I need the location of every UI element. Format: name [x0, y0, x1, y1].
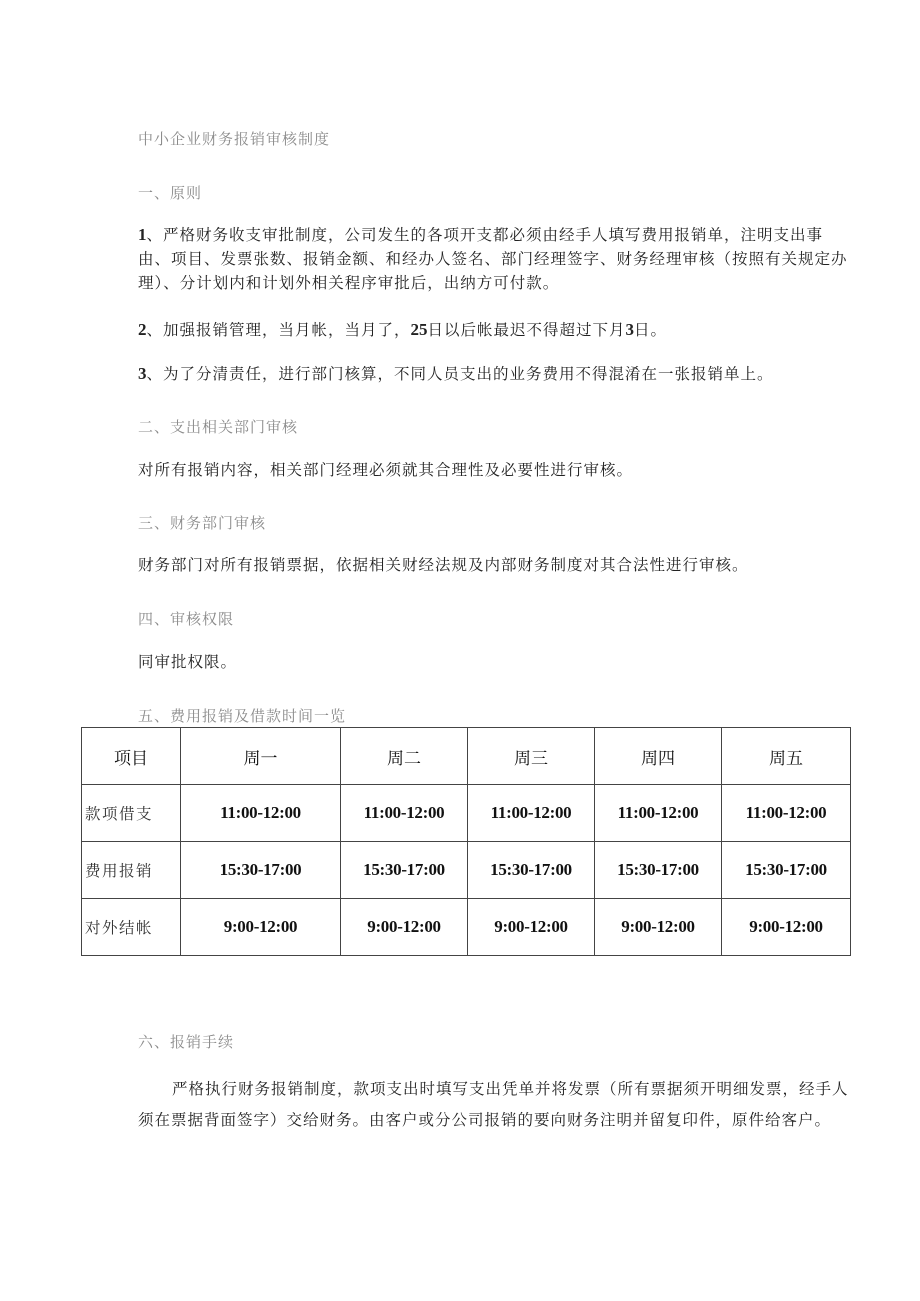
item-text: 、严格财务收支审批制度，公司发生的各项开支都必须由经手人填写费用报销单，注明支出事由、项目、发票张数、报销金额、和经办人签名、部门经理签字、财务经理审核（按照有关规定办理）、分计划内和计划外相关程序审批后，出纳方可付款。 [138, 226, 848, 292]
header-wednesday: 周三 [468, 728, 595, 785]
time-cell: 15:30-17:00 [341, 842, 468, 899]
time-cell: 9:00-12:00 [341, 899, 468, 956]
time-cell: 9:00-12:00 [595, 899, 722, 956]
section-1-heading: 一、原则 [138, 184, 203, 202]
item-number: 2 [138, 320, 147, 339]
header-thursday: 周四 [595, 728, 722, 785]
item-number: 3 [138, 364, 147, 383]
row-label: 款项借支 [82, 785, 181, 842]
section-2-text: 对所有报销内容，相关部门经理必须就其合理性及必要性进行审核。 [138, 461, 634, 479]
row-label: 费用报销 [82, 842, 181, 899]
section-4-text: 同审批权限。 [138, 653, 238, 671]
item-text-c: 日。 [634, 321, 668, 339]
schedule-table [81, 727, 851, 956]
time-cell: 15:30-17:00 [595, 842, 722, 899]
time-cell: 11:00-12:00 [595, 785, 722, 842]
table-row [82, 842, 851, 899]
time-cell: 11:00-12:00 [181, 785, 341, 842]
header-tuesday: 周二 [341, 728, 468, 785]
time-cell: 9:00-12:00 [722, 899, 851, 956]
header-monday: 周一 [181, 728, 341, 785]
table-row [82, 899, 851, 956]
header-friday: 周五 [722, 728, 851, 785]
section-2-heading: 二、支出相关部门审核 [138, 418, 299, 436]
time-cell: 11:00-12:00 [341, 785, 468, 842]
section-4-heading: 四、审核权限 [138, 610, 235, 628]
table-header-row [82, 728, 851, 785]
item-text-b: 日以后帐最迟不得超过下月 [427, 321, 626, 339]
section-6-text: 严格执行财务报销制度，款项支出时填写支出凭单并将发票（所有票据须开明细发票，经手人须在票据背面签字）交给财务。由客户或分公司报销的要向财务注明并留复印件，原件给客户。 [138, 1080, 849, 1129]
principle-item-3 [138, 362, 854, 386]
time-cell: 15:30-17:00 [181, 842, 341, 899]
section-5-heading: 五、费用报销及借款时间一览 [138, 707, 347, 725]
item-number: 1 [138, 225, 147, 244]
table-row [82, 785, 851, 842]
row-label: 对外结帐 [82, 899, 181, 956]
principle-item-2 [138, 318, 854, 342]
section-3-heading: 三、财务部门审核 [138, 514, 267, 532]
header-item: 项目 [82, 728, 181, 785]
principle-item-1 [138, 223, 854, 295]
document-title: 中小企业财务报销审核制度 [138, 130, 331, 148]
section-3-text: 财务部门对所有报销票据，依据相关财经法规及内部财务制度对其合法性进行审核。 [138, 556, 749, 574]
time-cell: 11:00-12:00 [722, 785, 851, 842]
time-cell: 15:30-17:00 [468, 842, 595, 899]
time-cell: 9:00-12:00 [468, 899, 595, 956]
section-6-heading: 六、报销手续 [138, 1033, 235, 1051]
item-text: 、为了分清责任，进行部门核算，不同人员支出的业务费用不得混淆在一张报销单上。 [146, 365, 774, 383]
item-num-b: 3 [625, 320, 635, 339]
item-num-a: 25 [410, 320, 428, 339]
time-cell: 15:30-17:00 [722, 842, 851, 899]
time-cell: 11:00-12:00 [468, 785, 595, 842]
item-text-a: 、加强报销管理，当月帐，当月了， [146, 321, 411, 339]
time-cell: 9:00-12:00 [181, 899, 341, 956]
